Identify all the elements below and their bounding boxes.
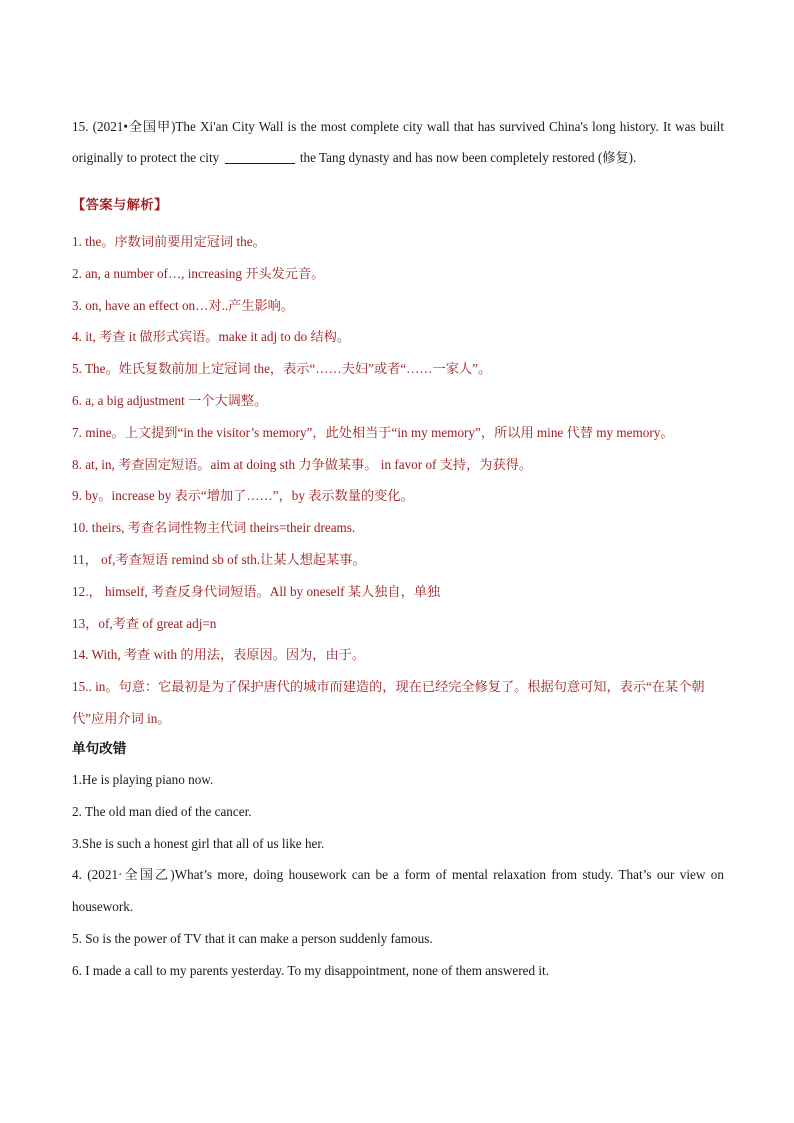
answer-list xyxy=(72,226,732,735)
question-15-text-continued: the Tang dynasty and has now been completely restored (修复). xyxy=(299,150,637,166)
question-15 xyxy=(72,111,724,173)
answer-item-1: 1. the。序数词前要用定冠词 the。 xyxy=(72,234,266,249)
answer-item-3: 3. on, have an effect on…对..产生影响。 xyxy=(72,297,295,313)
correction-item-6: 6. I made a call to my parents yesterday. To my disappointment, none of them answered it. xyxy=(72,962,549,978)
correction-item-2: 2. The old man died of the cancer. xyxy=(72,803,252,819)
correction-list xyxy=(72,764,724,987)
answer-item-2: 2. an, a number of…, increasing 开头发元音。 xyxy=(72,265,325,281)
answer-item-7: 7. mine。上文提到“in the visitor’s memory”，此处相当于“in my memory”，所以用 mine 代替 my memory。 xyxy=(72,424,674,440)
answer-item-14: 14. With, 考查 with 的用法，表原因。因为，由于。 xyxy=(72,647,366,663)
answer-blank xyxy=(225,149,295,164)
question-15-text: 15. (2021•全国甲)The Xi'an City Wall is the most complete city wall that has survived China's long history. It was built originally to protect the city xyxy=(72,119,724,166)
answer-item-9: 9. by。increase by 表示“增加了……”，by 表示数量的变化。 xyxy=(72,488,414,504)
answer-item-15: 15.. in。句意：它最初是为了保护唐代的城市而建造的，现在已经完全修复了。根据句意可知，表示“在某个朝代”应用介词 in。 xyxy=(72,679,705,726)
answer-item-11: 11， of,考查短语 remind sb of sth.让某人想起某事。 xyxy=(72,551,366,567)
answer-item-6: 6. a, a big adjustment 一个大调整。 xyxy=(72,392,268,408)
answer-heading: 【答案与解析】 xyxy=(72,198,168,213)
section-title-corrections: 单句改错 xyxy=(72,741,127,757)
answer-item-5: 5. The。姓氏复数前加上定冠词 the，表示“……夫妇”或者“……一家人”。 xyxy=(72,361,492,377)
answer-item-12: 12.， himself, 考查反身代词短语。All by oneself 某人独自，单独 xyxy=(72,583,441,599)
correction-item-4: 4. (2021·全国乙)What’s more, doing housework can be a form of mental relaxation from study. That’s our view on housework. xyxy=(72,867,724,915)
answer-item-13: 13，of,考查 of great adj=n xyxy=(72,615,217,631)
answer-item-8: 8. at, in, 考查固定短语。aim at doing sth 力争做某事。 in favor of 支持，为获得。 xyxy=(72,456,533,472)
answer-item-10: 10. theirs, 考查名词性物主代词 theirs=their dreams. xyxy=(72,520,356,536)
answer-item-4: 4. it, 考查 it 做形式宾语。make it adj to do 结构。 xyxy=(72,329,351,345)
correction-item-1: 1.He is playing piano now. xyxy=(72,772,214,787)
correction-item-3: 3.She is such a honest girl that all of us like her. xyxy=(72,835,325,851)
correction-item-5: 5. So is the power of TV that it can make a person suddenly famous. xyxy=(72,930,433,946)
